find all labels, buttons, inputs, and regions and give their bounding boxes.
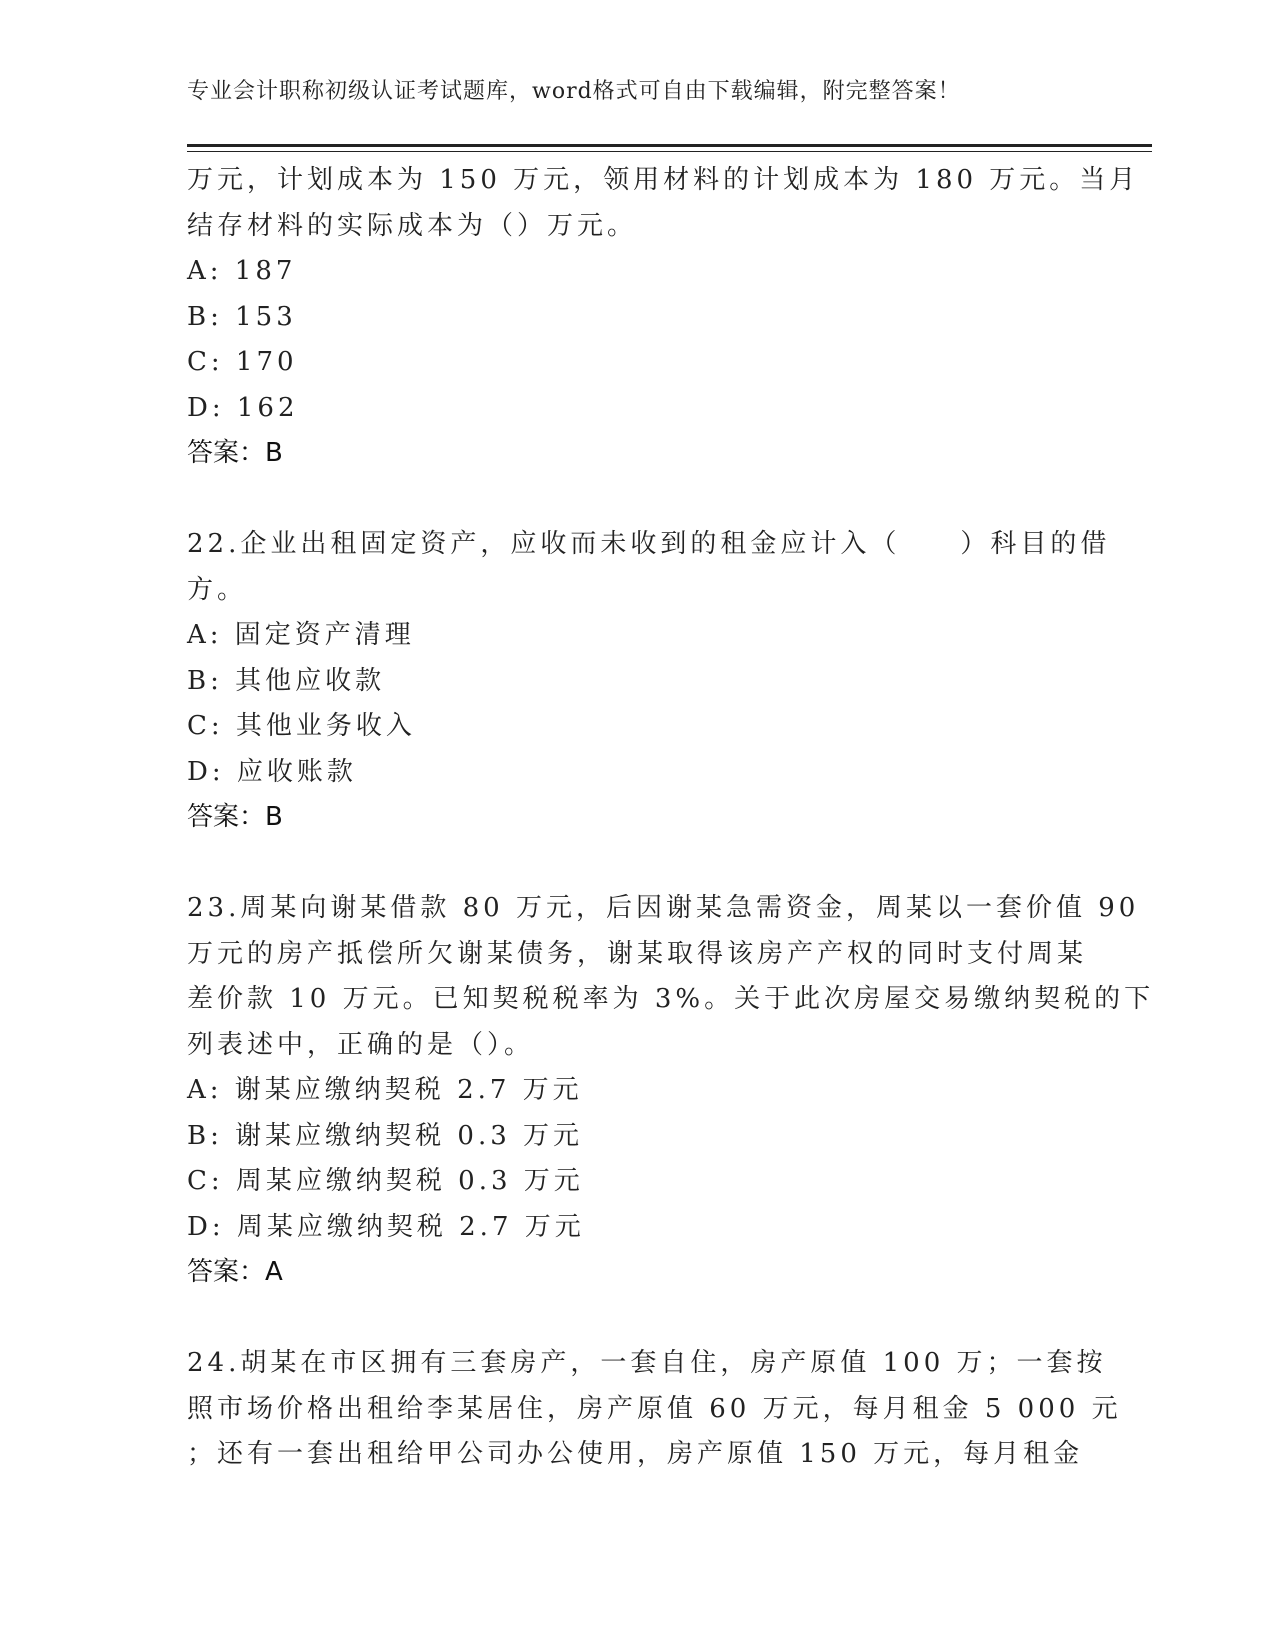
header-rule-thin [187,151,1152,152]
page-header-text: 专业会计职称初级认证考试题库，word格式可自由下载编辑，附完整答案！ [187,79,961,104]
answer-label: 答案：B [187,438,283,468]
option-c: C: 周某应缴纳契税 0.3 万元 [187,1166,584,1196]
spacer [187,477,1087,523]
question-text-line: 22.企业出租固定资产，应收而未收到的租金应计入（ ）科目的借 [187,529,1111,559]
option-c: C: 其他业务收入 [187,711,416,741]
question-text-line: 方。 [187,574,248,605]
answer-label: 答案：A [187,1257,283,1287]
option-a: A: 187 [187,256,297,286]
question-text-line: 万元，计划成本为 150 万元，领用材料的计划成本为 180 万元。当月 [187,165,1140,195]
answer-label: 答案：B [187,802,283,832]
question-text-line: ；还有一套出租给甲公司办公使用，房产原值 150 万元，每月租金 [187,1439,1084,1469]
option-b: B: 其他应收款 [187,665,386,696]
option-b: B: 153 [187,301,297,332]
option-a: A: 固定资产清理 [187,620,415,650]
option-a: A: 谢某应缴纳契税 2.7 万元 [187,1075,583,1105]
question-content [187,158,1155,1478]
question-text-line: 结存材料的实际成本为（）万元。 [187,210,638,241]
spacer [187,1296,1087,1342]
question-21 [187,158,1140,477]
spacer [187,841,1087,887]
header-rule-thick [187,144,1152,147]
question-22 [187,522,1111,841]
question-text-line: 列表述中，正确的是（）。 [187,1029,535,1060]
question-24 [187,1341,1122,1478]
question-text-line: 24.胡某在市区拥有三套房产，一套自住，房产原值 100 万；一套按 [187,1348,1107,1378]
question-text-line: 照市场价格出租给李某居住，房产原值 60 万元，每月租金 5 000 元 [187,1393,1122,1424]
question-23 [187,886,1155,1296]
question-text-line: 差价款 10 万元。已知契税税率为 3%。关于此次房屋交易缴纳契税的下 [187,984,1155,1014]
question-text-line: 万元的房产抵偿所欠谢某债务，谢某取得该房产产权的同时支付周某 [187,938,1088,969]
option-d: D: 应收账款 [187,756,357,787]
option-c: C: 170 [187,347,298,377]
option-b: B: 谢某应缴纳契税 0.3 万元 [187,1120,584,1151]
option-d: D: 162 [187,392,299,423]
question-text-line: 23.周某向谢某借款 80 万元，后因谢某急需资金，周某以一套价值 90 [187,893,1140,923]
option-d: D: 周某应缴纳契税 2.7 万元 [187,1211,585,1242]
